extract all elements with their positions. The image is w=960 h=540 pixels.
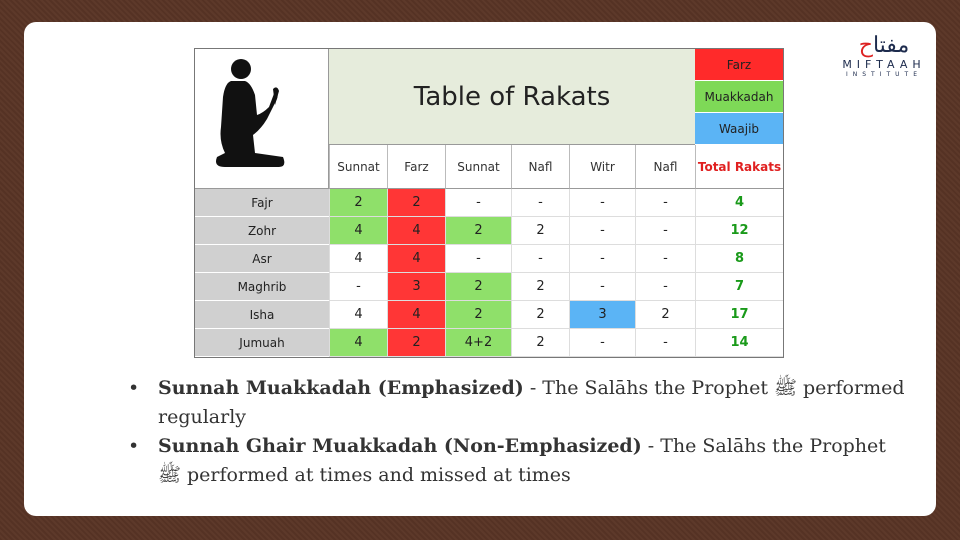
row-label-asr: Asr <box>195 245 329 273</box>
bullet-item <box>128 432 908 490</box>
table-cell: 14 <box>695 329 783 357</box>
table-cell: 2 <box>445 301 511 329</box>
bullet-term: Sunnah Ghair Muakkadah (Non-Emphasized) <box>158 435 642 457</box>
table-cell: 2 <box>511 273 569 301</box>
bullet-description: - The Salāhs the Prophet ﷺ performed at times and missed at times <box>158 435 886 486</box>
table-cell: 2 <box>445 217 511 245</box>
table-cell: 4 <box>329 217 387 245</box>
table-cell: - <box>511 189 569 217</box>
slide <box>24 22 936 516</box>
table-cell: - <box>569 245 635 273</box>
row-label-fajr: Fajr <box>195 189 329 217</box>
table-cell: - <box>569 217 635 245</box>
table-cell: 7 <box>695 273 783 301</box>
column-header-farz: Farz <box>387 145 445 189</box>
table-cell: - <box>569 329 635 357</box>
row-label-isha: Isha <box>195 301 329 329</box>
table-cell: 4 <box>387 245 445 273</box>
row-label-maghrib: Maghrib <box>195 273 329 301</box>
legend-muakkadah: Muakkadah <box>695 81 783 113</box>
table-cell: 2 <box>511 217 569 245</box>
table-cell: 4 <box>329 301 387 329</box>
logo-arabic: مفتا <box>872 33 910 58</box>
table-cell: - <box>569 189 635 217</box>
table-cell: 4 <box>329 329 387 357</box>
table-cell: - <box>635 273 695 301</box>
column-header-witr: Witr <box>569 145 635 189</box>
column-header-sunnat: Sunnat <box>329 145 387 189</box>
table-cell: - <box>635 189 695 217</box>
column-header-sunnat: Sunnat <box>445 145 511 189</box>
logo-arabic-accent: ح <box>858 33 873 58</box>
praying-man-icon <box>195 49 329 189</box>
table-cell: 2 <box>635 301 695 329</box>
table-cell: 4+2 <box>445 329 511 357</box>
table-cell: 4 <box>695 189 783 217</box>
table-title: Table of Rakats <box>329 49 695 145</box>
bullet-item <box>128 374 908 432</box>
miftaah-logo <box>834 34 934 84</box>
table-cell: 2 <box>329 189 387 217</box>
table-cell: 2 <box>511 301 569 329</box>
bullet-dot-icon: • <box>128 435 140 457</box>
table-cell: - <box>635 217 695 245</box>
logo-name: MIFTAAH <box>842 58 926 71</box>
bullet-term: Sunnah Muakkadah (Emphasized) <box>158 377 524 399</box>
table-cell: 17 <box>695 301 783 329</box>
table-cell: 2 <box>445 273 511 301</box>
bullet-description: - The Salāhs the Prophet ﷺ performed regularly <box>158 377 905 428</box>
legend-waajib: Waajib <box>695 113 783 145</box>
table-cell: - <box>445 189 511 217</box>
row-label-jumuah: Jumuah <box>195 329 329 357</box>
table-cell: 2 <box>511 329 569 357</box>
table-cell: 4 <box>387 301 445 329</box>
bullet-list <box>128 374 908 490</box>
table-cell: 8 <box>695 245 783 273</box>
bullet-dot-icon: • <box>128 377 140 399</box>
table-cell: 2 <box>387 189 445 217</box>
table-cell: 4 <box>387 217 445 245</box>
table-cell: - <box>635 245 695 273</box>
table-cell: 12 <box>695 217 783 245</box>
logo-subtitle: INSTITUTE <box>845 71 922 78</box>
rakats-table-image <box>194 48 784 358</box>
column-header-nafl: Nafl <box>511 145 569 189</box>
table-cell: 3 <box>569 301 635 329</box>
table-cell: 4 <box>329 245 387 273</box>
table-cell: - <box>635 329 695 357</box>
table-cell: - <box>445 245 511 273</box>
table-cell: - <box>511 245 569 273</box>
table-cell: - <box>569 273 635 301</box>
table-cell: 2 <box>387 329 445 357</box>
column-header-total-rakats: Total Rakats <box>695 145 783 189</box>
table-cell: - <box>329 273 387 301</box>
row-label-zohr: Zohr <box>195 217 329 245</box>
table-cell: 3 <box>387 273 445 301</box>
column-header-nafl: Nafl <box>635 145 695 189</box>
legend-farz: Farz <box>695 49 783 81</box>
